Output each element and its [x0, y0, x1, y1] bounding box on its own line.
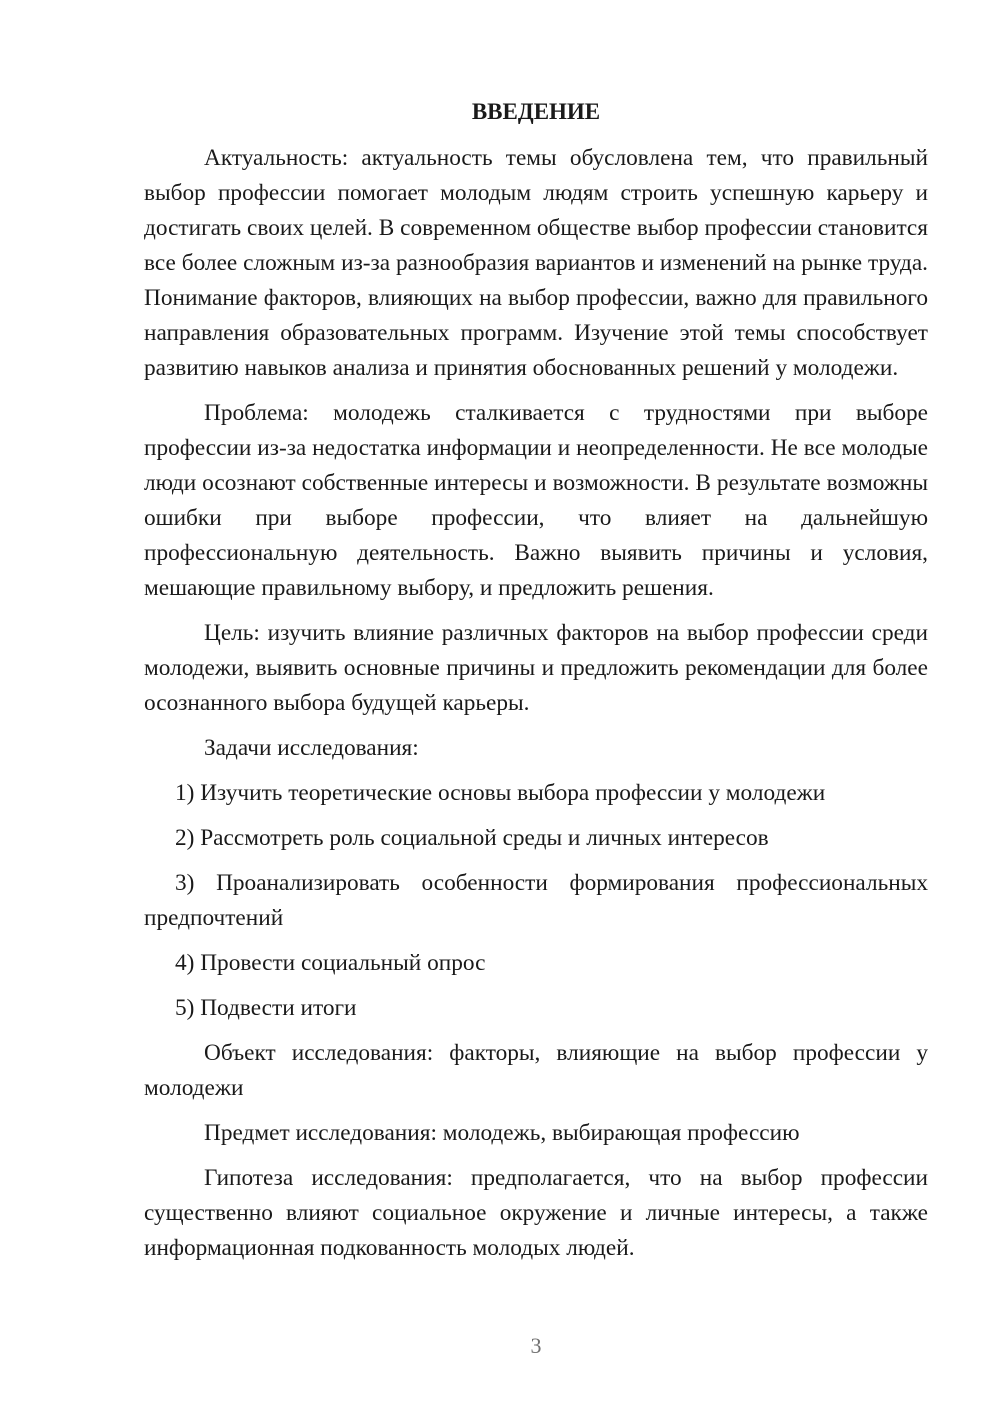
task-item: 1) Изучить теоретические основы выбора профессии у молодежи: [175, 780, 826, 806]
paragraph-problem: Проблема: молодежь сталкивается с трудностями при выборе профессии из-за недостатка информации и неопределенности. Не все молодые люди осознают собственные интересы и возможности. В результате возможны ошибки при выборе профессии, что влияет на дальнейшую профессиональную деятельность. Важно выявить причины и условия, мешающие правильному выбору, и предложить решения.: [144, 400, 928, 601]
paragraph-hypothesis: Гипотеза исследования: предполагается, что на выбор профессии существенно влияют социальное окружение и личные интересы, а также информационная подкованность молодых людей.: [144, 1165, 928, 1261]
page-number: 3: [530, 1333, 542, 1358]
paragraph-relevance: Актуальность: актуальность темы обусловлена тем, что правильный выбор профессии помогает молодым людям строить успешную карьеру и достигать своих целей. В современном обществе выбор профессии становится все более сложным из-за разнообразия вариантов и изменений на рынке труда. Понимание факторов, влияющих на выбор профессии, важно для правильного направления образовательных программ. Изучение этой темы способствует развитию навыков анализа и принятия обоснованных решений у молодежи.: [144, 145, 928, 381]
task-item: 3) Проанализировать особенности формирования профессиональных предпочтений: [144, 870, 928, 931]
paragraph-object: Объект исследования: факторы, влияющие на выбор профессии у молодежи: [144, 1040, 928, 1101]
tasks-heading: Задачи исследования:: [204, 735, 419, 761]
task-item: 2) Рассмотреть роль социальной среды и личных интересов: [175, 825, 769, 851]
task-item: 4) Провести социальный опрос: [175, 950, 486, 976]
paragraph-subject: Предмет исследования: молодежь, выбирающая профессию: [204, 1120, 800, 1146]
document-page: [144, 94, 928, 1276]
page-title: ВВЕДЕНИЕ: [471, 99, 601, 124]
task-item: 5) Подвести итоги: [175, 995, 357, 1021]
paragraph-goal: Цель: изучить влияние различных факторов на выбор профессии среди молодежи, выявить основные причины и предложить рекомендации для более осознанного выбора будущей карьеры.: [144, 620, 928, 716]
